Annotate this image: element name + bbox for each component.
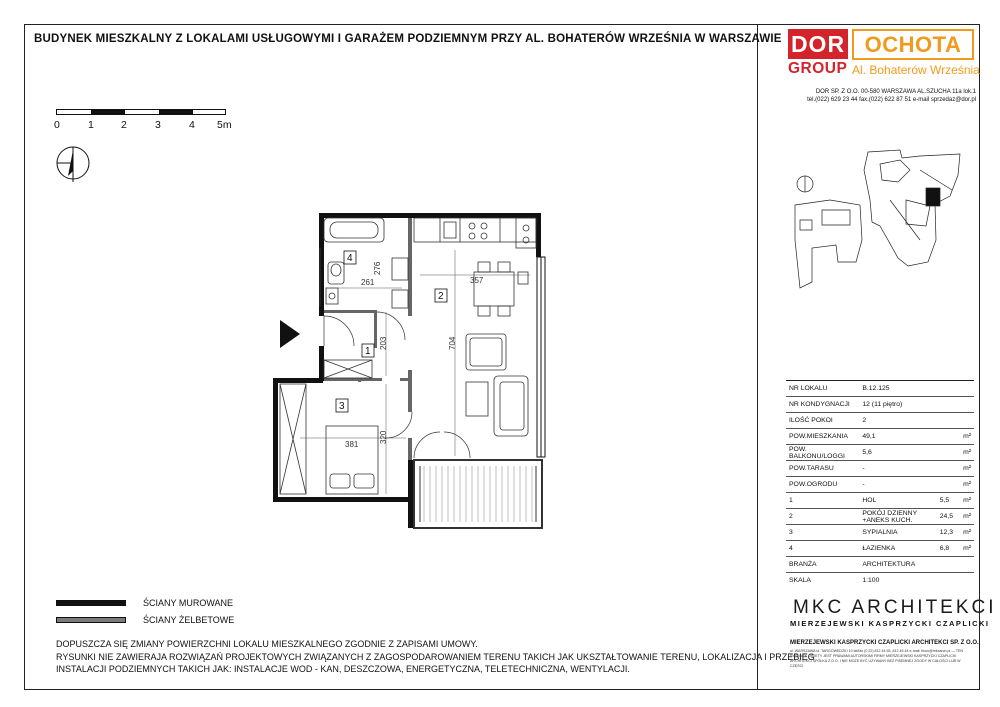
room-row: 3 SYPIALNIA 12,3 m²	[786, 525, 974, 541]
apartment-info-table	[786, 380, 974, 588]
note-line: RYSUNKI NIE ZAWIERAJA ROZWIĄZAŃ PROJEKTOWYCH ZWIĄZANYCH Z ZAGOSPODAROWANIEM TERENU TAKICH JAK UKSZTAŁTOWANIE TERENU, LOKALIZACJA I PRZEBIEG	[56, 651, 815, 662]
dining-table	[474, 262, 528, 316]
room-number-4	[344, 251, 356, 264]
architect-subtitle: MIERZEJEWSKI KASPRZYCKI CZAPLICKI	[790, 619, 990, 628]
room-number-2-label: 2	[438, 291, 444, 302]
room-number-1-label: 1	[365, 346, 371, 357]
project-title: BUDYNEK MIESZKALNY Z LOKALAMI USŁUGOWYMI I GARAŻEM PODZIEMNYM PRZY AL. BOHATERÓW WRZEŚNIA W WARSZAWIE	[34, 33, 782, 45]
table-row: POW.MIESZKANIA 49,1 m²	[786, 429, 974, 445]
exterior-walls	[273, 213, 541, 528]
table-row: NR KONDYGNACJI 12 (11 piętro)	[786, 397, 974, 413]
room-row: 4 ŁAZIENKA 6,8 m²	[786, 541, 974, 557]
room-row: 1 HOL 5,5 m²	[786, 493, 974, 509]
balcony	[414, 460, 542, 528]
architect-fine-print: ul. WARSZAWA ul. TARGOWEDZKI 10 tel/fax (0 22) 812 44 55, 812 45 44 e-mail: biuro@mkcarch.pl — TEN RYSUNEK OBJETY JEST PRAWAMI AUTORSKIMI FIRMY MIERZEJEWSKI KASPRZYCKI CZAPLICKI ARCHITEKCI SPÓŁKA Z O.O. I NIE MOŻE BYĆ UŻYWANY BEZ PISEMNEJ ZGODY W CAŁOŚCI LUB W CZĘŚCI	[790, 649, 964, 668]
scale-label: 0	[54, 119, 60, 131]
bathroom-fixtures	[324, 218, 408, 308]
room-row: 2 POKÓJ DZIENNY +ANEKS KUCH. 24,5 m²	[786, 509, 974, 525]
legend-brick-swatch	[56, 600, 126, 606]
interior-walls	[324, 218, 412, 460]
logo-address: Al. Bohaterów Września	[852, 63, 980, 77]
table-row: ILOŚĆ POKOI 2	[786, 413, 974, 429]
room-number-1	[362, 344, 374, 357]
legend-concrete-label: ŚCIANY ŻELBETOWE	[143, 615, 235, 625]
entrance-arrow-icon	[280, 320, 300, 348]
notes	[56, 638, 815, 676]
note-line: INSTALACJI PODZIEMNYCH TAKICH JAK: INSTALACJE WOD - KAN, DESZCZOWA, ENERGETYCZNA, TELETECHNICZNA, WENTYLACJI.	[56, 664, 630, 674]
kitchen-counter	[414, 218, 536, 248]
door-swings	[324, 312, 470, 458]
scale-label: 1	[88, 119, 94, 131]
dim-261: 261	[361, 278, 375, 287]
north-arrow-icon	[57, 147, 89, 182]
room-number-3-label: 3	[339, 401, 345, 412]
room-number-2	[435, 289, 447, 302]
dim-203: 203	[379, 336, 388, 350]
dim-357: 357	[470, 276, 484, 285]
dim-704: 704	[448, 336, 457, 350]
table-row: SKALA 1:100	[786, 573, 974, 589]
key-plan	[795, 150, 960, 288]
scale-label: 5m	[217, 119, 232, 131]
table-row: BRANŻA ARCHITEKTURA	[786, 557, 974, 573]
architect-logo: MKC ARCHITEKCI	[793, 597, 997, 618]
dor-group-logo: GROUP	[788, 60, 848, 77]
ochota-logo: OCHOTA	[852, 29, 974, 60]
contact-line-phone: tel.(022) 629 23 44 fax.(022) 622 87 51 e-mail sprzedaz@dor.pl	[807, 97, 976, 103]
table-row: POW.TARASU - m²	[786, 461, 974, 477]
dim-381: 381	[345, 440, 359, 449]
room-number-3	[336, 399, 348, 412]
table-row: POW. BALKONU/LOGGI 5,6 m²	[786, 445, 974, 461]
legend-brick-label: ŚCIANY MUROWANE	[143, 598, 234, 608]
scale-label: 4	[189, 119, 195, 131]
dim-276: 276	[373, 261, 382, 275]
contact-line-address: DOR SP. Z O.O. 00-580 WARSZAWA AL.SZUCHA 11a lok.1	[815, 89, 976, 95]
note-line: DOPUSZCZA SIĘ ZMIANY POWIERZCHNI LOKALU MIESZKALNEGO ZGODNIE Z ZAPISAMI UMOWY.	[56, 639, 478, 649]
dor-logo: DOR	[788, 29, 848, 59]
table-row: NR LOKALU B.12.125	[786, 381, 974, 397]
living-room-furniture	[466, 334, 528, 436]
scale-label: 2	[121, 119, 127, 131]
room-number-4-label: 4	[347, 253, 353, 264]
architect-company: MIERZEJEWSKI KASPRZYCKI CZAPLICKI ARCHITEKCI SP. Z O.O.	[790, 640, 979, 646]
scale-label: 3	[155, 119, 161, 131]
table-row: POW.OGRODU - m²	[786, 477, 974, 493]
window-right	[537, 257, 545, 457]
legend-concrete-swatch	[56, 617, 126, 623]
dim-320: 320	[379, 430, 388, 444]
